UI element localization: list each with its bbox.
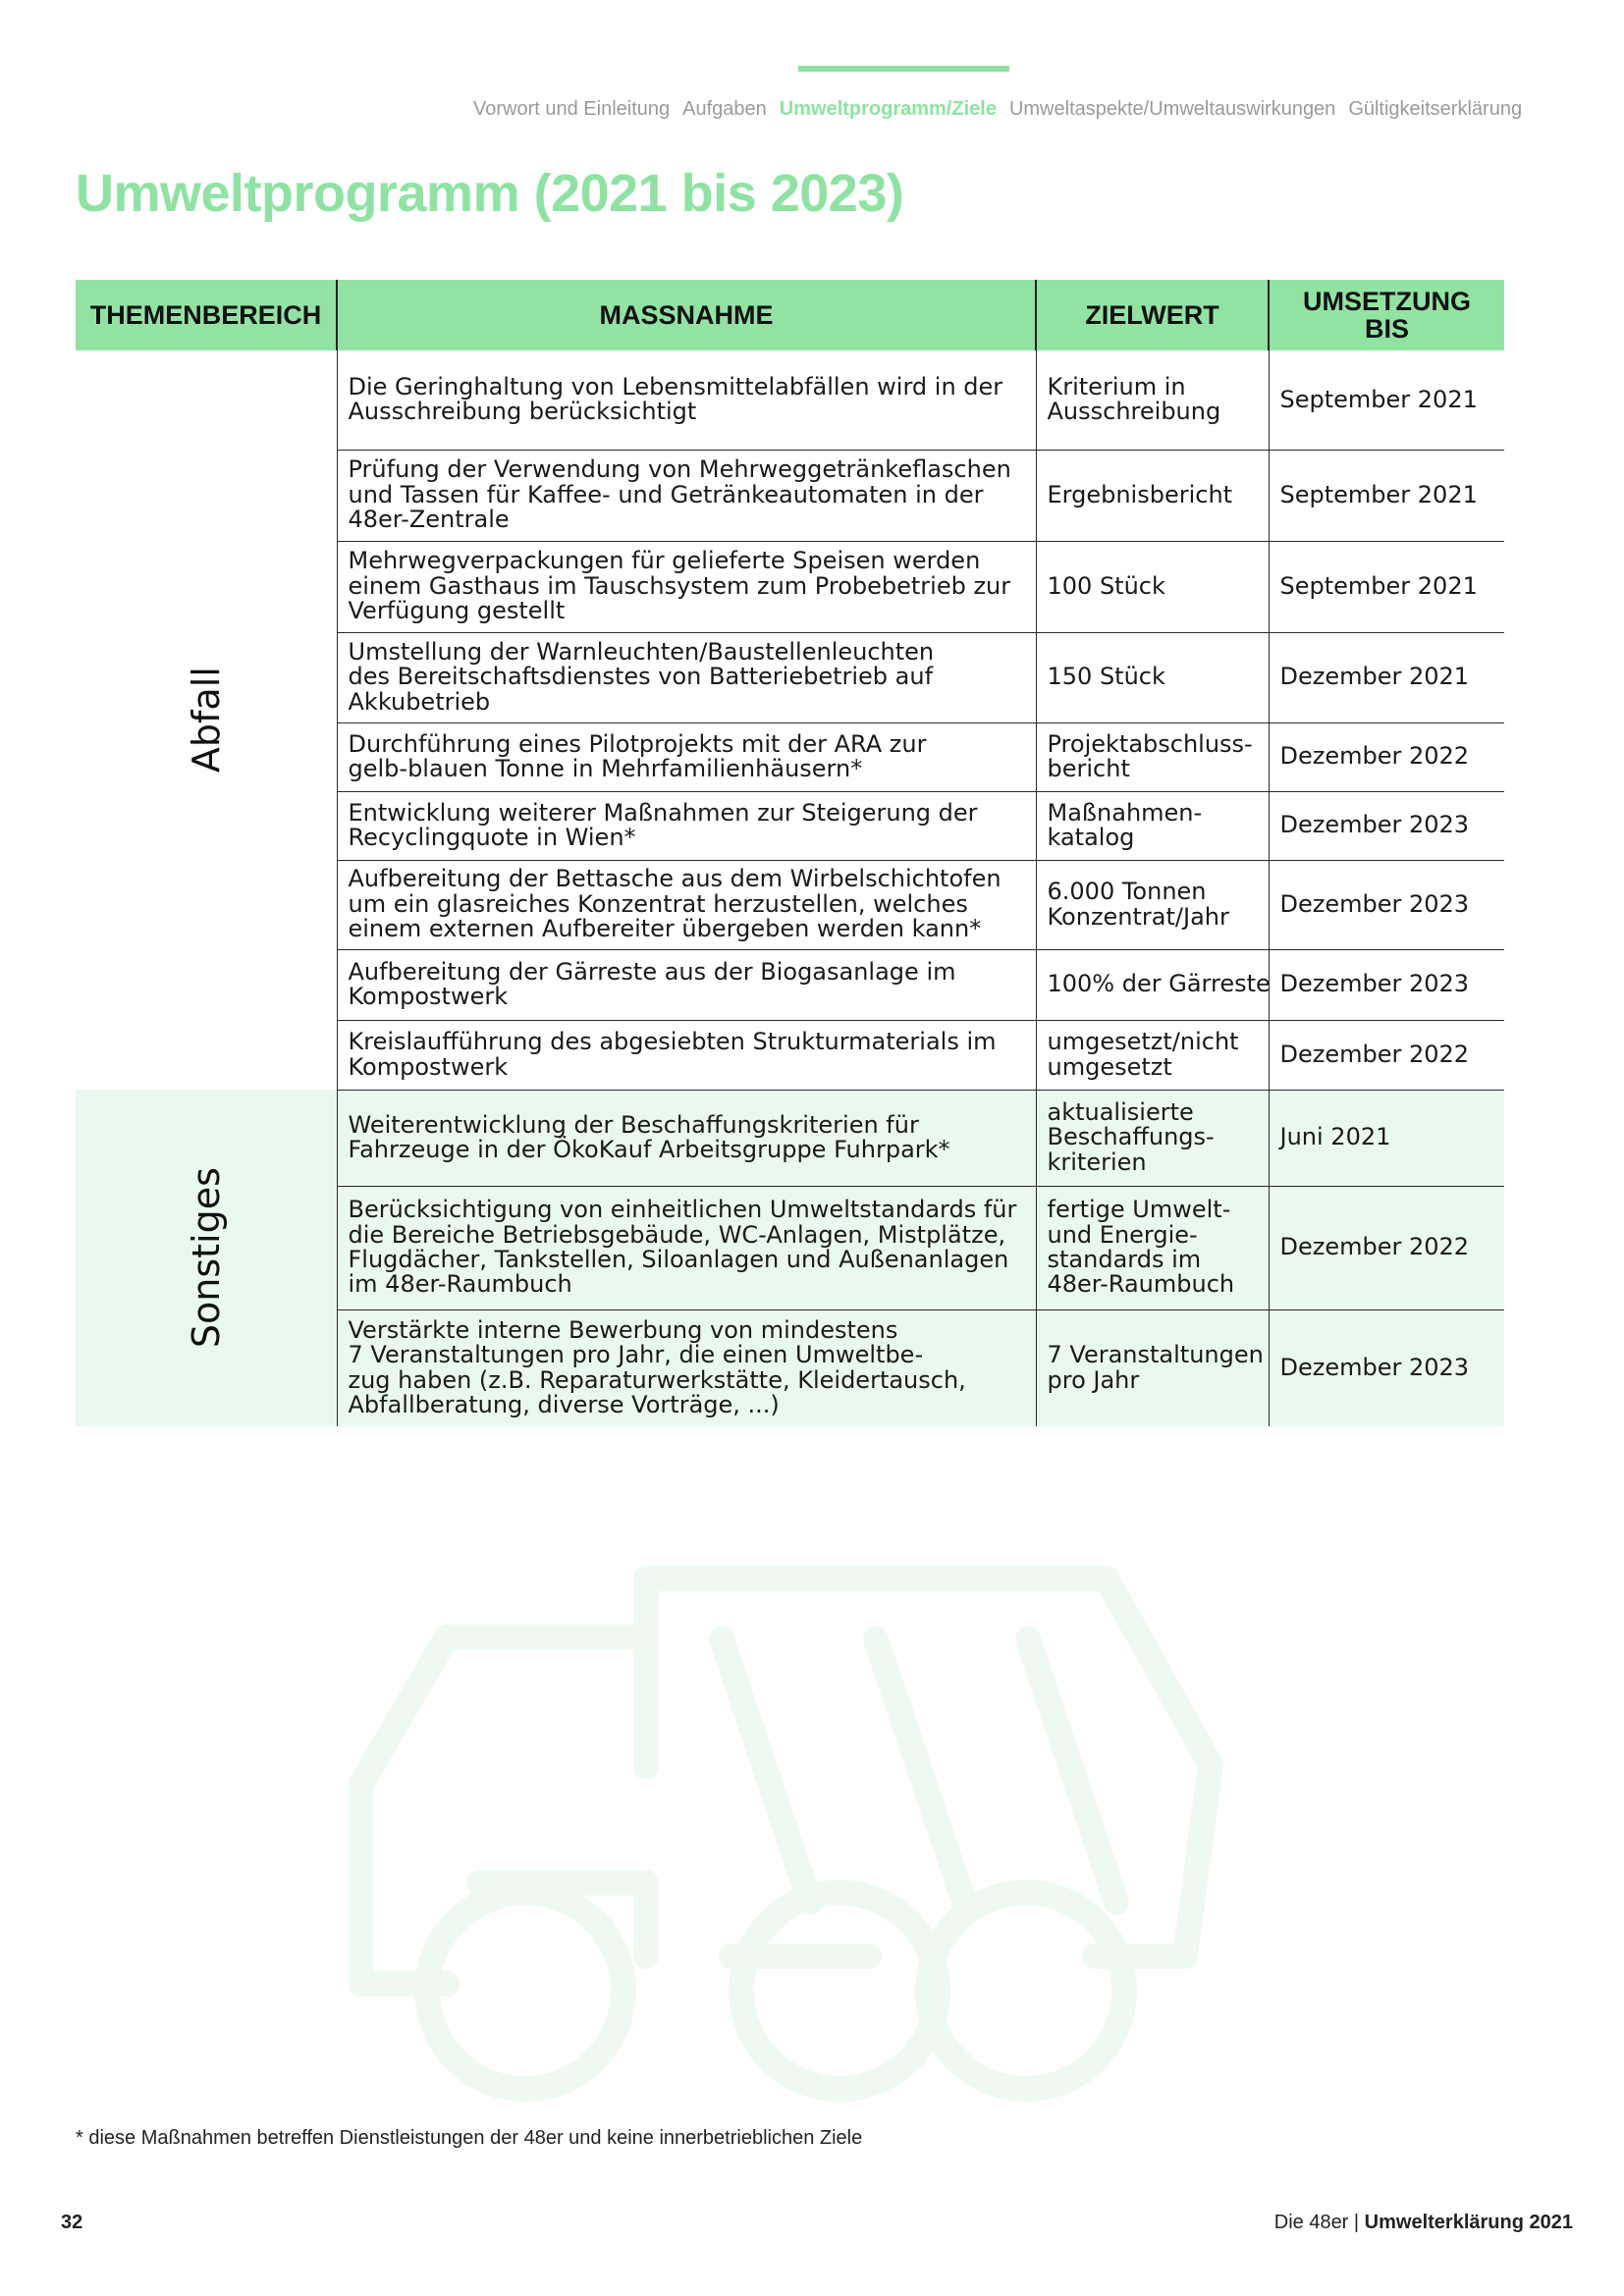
cell-zielwert: aktualisierte Beschaffungs- kriterien xyxy=(1036,1090,1269,1186)
header-umsetzung-line1: UMSETZUNG xyxy=(1303,286,1471,316)
cell-umsetzung: Dezember 2022 xyxy=(1269,1186,1504,1309)
header-umsetzung-line2: BIS xyxy=(1364,314,1409,344)
nav-item-umweltaspekte[interactable]: Umweltaspekte/Umweltauswirkungen xyxy=(1008,98,1336,120)
page-number: 32 xyxy=(61,2212,83,2233)
cell-zielwert: 6.000 Tonnen Konzentrat/Jahr xyxy=(1036,860,1269,949)
category-label-abfall: Abfall xyxy=(184,667,228,774)
cell-massnahme: Durchführung eines Pilotprojekts mit der ARA zur gelb-blauen Tonne in Mehrfamilienhäusern* xyxy=(337,722,1036,791)
nav-item-aufgaben[interactable]: Aufgaben xyxy=(682,98,767,120)
cell-massnahme: Die Geringhaltung von Lebensmittelabfällen wird in der Ausschreibung berücksichtigt xyxy=(337,350,1036,450)
cell-massnahme: Umstellung der Warnleuchten/Baustellenleuchten des Bereitschaftsdienstes von Batteriebetrieb auf Akkubetrieb xyxy=(337,632,1036,722)
page-title: Umweltprogramm (2021 bis 2023) xyxy=(76,164,904,223)
cell-zielwert: Projektabschluss- bericht xyxy=(1036,722,1269,791)
category-sonstiges xyxy=(76,1090,337,1426)
table-row xyxy=(76,350,1504,450)
cell-umsetzung: September 2021 xyxy=(1269,541,1504,632)
program-table xyxy=(76,280,1504,1426)
cell-zielwert: fertige Umwelt- und Energie- standards im 48er-Raumbuch xyxy=(1036,1186,1269,1309)
cell-umsetzung: Dezember 2023 xyxy=(1269,791,1504,860)
cell-umsetzung: Juni 2021 xyxy=(1269,1090,1504,1186)
cell-massnahme: Kreislaufführung des abgesiebten Strukturmaterials im Kompostwerk xyxy=(337,1020,1036,1090)
cell-umsetzung: September 2021 xyxy=(1269,350,1504,450)
header-themenbereich: THEMENBEREICH xyxy=(76,280,337,350)
cell-umsetzung: Dezember 2022 xyxy=(1269,1020,1504,1090)
footer-brand: Umwelterklärung 2021 xyxy=(1364,2212,1573,2233)
cell-massnahme: Entwicklung weiterer Maßnahmen zur Steigerung der Recyclingquote in Wien* xyxy=(337,791,1036,860)
table-header-row xyxy=(76,280,1504,350)
group-sonstiges xyxy=(76,1090,1504,1426)
cell-umsetzung: September 2021 xyxy=(1269,450,1504,541)
cell-umsetzung: Dezember 2023 xyxy=(1269,949,1504,1020)
cell-zielwert: Ergebnisbericht xyxy=(1036,450,1269,541)
nav-item-umweltprogramm[interactable]: Umweltprogramm/Ziele xyxy=(779,98,997,120)
cell-zielwert: 100 Stück xyxy=(1036,541,1269,632)
header-zielwert: ZIELWERT xyxy=(1036,280,1269,350)
cell-umsetzung: Dezember 2022 xyxy=(1269,722,1504,791)
cell-zielwert: Kriterium in Ausschreibung xyxy=(1036,350,1269,450)
top-navigation xyxy=(473,98,1522,121)
cell-zielwert: 100% der Gärreste xyxy=(1036,949,1269,1020)
cell-massnahme: Prüfung der Verwendung von Mehrweggetränkeflaschen und Tassen für Kaffee- und Getränkeautomaten in der 48er-Zentrale xyxy=(337,450,1036,541)
cell-massnahme: Mehrwegverpackungen für gelieferte Speisen werden einem Gasthaus im Tauschsystem zum Probebetrieb zur Verfügung gestellt xyxy=(337,541,1036,632)
footer-publication xyxy=(1274,2212,1573,2234)
header-umsetzung-bis xyxy=(1269,280,1504,350)
garbage-truck-icon xyxy=(349,1559,1232,2109)
category-abfall xyxy=(76,350,337,1090)
cell-massnahme: Aufbereitung der Bettasche aus dem Wirbelschichtofen um ein glasreiches Konzentrat herzustellen, welches einem externen Aufbereiter übergeben werden kann* xyxy=(337,860,1036,949)
category-label-sonstiges: Sonstiges xyxy=(184,1167,228,1349)
active-tab-indicator xyxy=(798,66,1009,72)
nav-item-vorwort[interactable]: Vorwort und Einleitung xyxy=(473,98,671,120)
cell-zielwert: 150 Stück xyxy=(1036,632,1269,722)
cell-zielwert: Maßnahmen- katalog xyxy=(1036,791,1269,860)
cell-massnahme: Aufbereitung der Gärreste aus der Biogasanlage im Kompostwerk xyxy=(337,949,1036,1020)
cell-massnahme: Weiterentwicklung der Beschaffungskriterien für Fahrzeuge in der ÖkoKauf Arbeitsgruppe Fuhrpark* xyxy=(337,1090,1036,1186)
table-row xyxy=(76,1090,1504,1186)
header-massnahme: MASSNAHME xyxy=(337,280,1036,350)
group-abfall xyxy=(76,350,1504,1090)
cell-zielwert: 7 Veranstaltungen pro Jahr xyxy=(1036,1309,1269,1426)
cell-umsetzung: Dezember 2021 xyxy=(1269,632,1504,722)
cell-umsetzung: Dezember 2023 xyxy=(1269,1309,1504,1426)
cell-massnahme: Berücksichtigung von einheitlichen Umweltstandards für die Bereiche Betriebsgebäude, WC-Anlagen, Mistplätze, Flugdächer, Tankstellen, Siloanlagen und Außenanlagen im 48er-Raumbuch xyxy=(337,1186,1036,1309)
nav-item-gueltigkeitserklaerung[interactable]: Gültigkeitserklärung xyxy=(1348,98,1523,120)
cell-zielwert: umgesetzt/nicht umgesetzt xyxy=(1036,1020,1269,1090)
footnote: * diese Maßnahmen betreffen Dienstleistungen der 48er und keine innerbetrieblichen Ziele xyxy=(76,2127,863,2149)
cell-massnahme: Verstärkte interne Bewerbung von mindestens 7 Veranstaltungen pro Jahr, die einen Umweltbe- zug haben (z.B. Reparaturwerkstätte, Kleidertausch, Abfallberatung, diverse Vorträge, ...) xyxy=(337,1309,1036,1426)
footer-prefix: Die 48er | xyxy=(1273,2212,1360,2233)
cell-umsetzung: Dezember 2023 xyxy=(1269,860,1504,949)
